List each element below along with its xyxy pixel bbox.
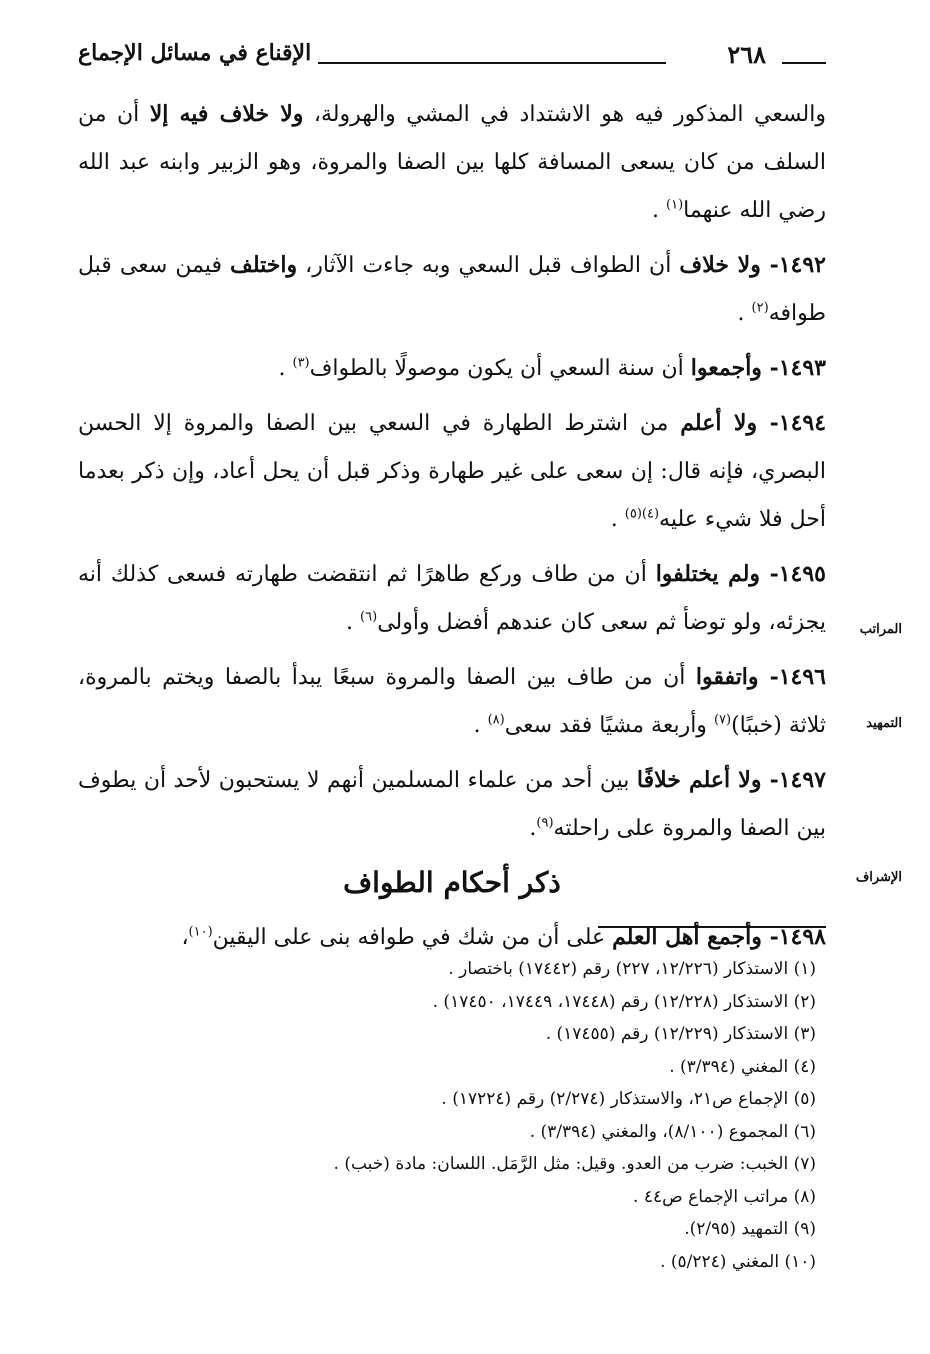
footnote: (٦) المجموع (٨/١٠٠)، والمغني (٣/٣٩٤) . <box>529 1121 816 1142</box>
footnote-ref: (٤)(٥) <box>624 506 660 522</box>
item-number: ١٤٩٨- <box>769 924 826 950</box>
footnote-ref: (١) <box>666 197 684 213</box>
intro-bold: ولا خلاف فيه إلا <box>149 101 304 127</box>
header-rule <box>318 62 666 64</box>
item-text-3: وأربعة مشيًا فقد سعى <box>504 713 714 738</box>
item-lead: ولا خلاف <box>679 252 770 278</box>
footnote: (٨) مراتب الإجماع ص٤٤ . <box>633 1186 816 1207</box>
footnote: (٤) المغني (٣/٣٩٤) . <box>669 1056 816 1077</box>
item-number: ١٤٩٥- <box>769 561 826 587</box>
item-number: ١٤٩٧- <box>769 767 826 793</box>
footnote: (١٠) المغني (٥/٢٢٤) . <box>660 1251 816 1272</box>
item-1494 <box>78 399 826 544</box>
footnote-ref: (٦) <box>360 609 378 625</box>
item-end: . <box>473 713 488 738</box>
item-lead: ولا أعلم خلافًا <box>636 767 770 793</box>
item-text-2: فيمن سعى قبل طوافه <box>78 253 826 326</box>
margin-note-maratib: المراتب <box>859 622 902 637</box>
item-text: بين أحد من علماء المسلمين أنهم لا يستحبون لأحد أن يطوف بين الصفا والمروة على راحلته <box>78 768 826 841</box>
margin-note-ishraf: الإشراف <box>855 870 902 885</box>
margin-note-tamhid: التمهيد <box>866 716 902 731</box>
item-text: أن الطواف قبل السعي وبه جاءت الآثار، <box>297 253 680 278</box>
item-text: على أن من شك في طوافه بنى على اليقين <box>212 925 613 950</box>
footnote-separator <box>598 926 826 928</box>
intro-end: . <box>652 198 666 223</box>
item-end: . <box>278 356 293 381</box>
item-end: . <box>346 610 361 635</box>
item-text: أن سنة السعي أن يكون موصولًا بالطواف <box>309 356 691 381</box>
item-1495 <box>78 550 826 647</box>
intro-text: والسعي المذكور فيه هو الاشتداد في المشي والهرولة، <box>303 102 827 127</box>
item-lead: وأجمع أهل العلم <box>612 924 770 950</box>
footnote-ref: (٧) <box>713 712 732 728</box>
item-number: ١٤٩٣- <box>769 355 826 381</box>
footnote-ref: (٣) <box>292 355 310 371</box>
item-lead: ولا أعلم <box>680 410 770 436</box>
item-1493 <box>78 344 826 393</box>
page-number-dash <box>782 62 826 64</box>
page-header <box>78 40 826 80</box>
footnote-ref: (٨) <box>487 712 505 728</box>
item-1496 <box>78 653 826 750</box>
item-number: ١٤٩٢- <box>769 252 826 278</box>
item-number: ١٤٩٤- <box>769 410 827 436</box>
footnote: (٣) الاستذكار (١٢/٢٢٩) رقم (١٧٤٥٥) . <box>545 1024 816 1044</box>
page-number: ٢٦٨ <box>727 40 766 69</box>
footnote: (٧) الخبب: ضرب من العدو. وقيل: مثل الرَّمَل. اللسان: مادة (خبب) . <box>333 1154 816 1174</box>
footnotes <box>100 953 816 1278</box>
item-number: ١٤٩٦- <box>769 664 826 690</box>
item-end: . <box>529 816 537 841</box>
intro-paragraph <box>78 90 826 235</box>
running-title: الإقناع في مسائل الإجماع <box>78 40 312 66</box>
item-lead: ولم يختلفوا <box>655 561 770 587</box>
main-text <box>78 90 826 968</box>
footnote-ref: (٢) <box>751 300 769 316</box>
item-end: . <box>737 301 752 326</box>
item-lead: واتفقوا <box>695 664 770 690</box>
item-lead: وأجمعوا <box>690 355 770 381</box>
intro-text-2: أن من السلف من كان يسعى المسافة كلها بين الصفا والمروة، وهو الزبير وابنه عبد الله رضي الله عنهما <box>78 102 826 223</box>
footnote: (١) الاستذكار (١٢/٢٢٦، ٢٢٧) رقم (١٧٤٤٢) باختصار . <box>448 959 816 979</box>
item-end: ، <box>181 925 189 950</box>
item-text: من اشترط الطهارة في السعي بين الصفا والمروة إلا الحسن البصري، فإنه قال: إن سعى على غير طهارة وذكر قبل أن يحل أعاد، وإن ذكر بعدما أحل فلا شيء عليه <box>78 411 826 532</box>
item-text: أن من طاف بين الصفا والمروة سبعًا يبدأ بالصفا ويختم بالمروة، ثلاثة (خببًا) <box>78 665 826 738</box>
footnote: (٢) الاستذكار (١٢/٢٢٨) رقم (١٧٤٤٨، ١٧٤٤٩، ١٧٤٥٠) . <box>432 991 816 1012</box>
item-1497 <box>78 756 826 853</box>
footnote-ref: (١٠) <box>188 924 213 940</box>
footnote: (٩) التمهيد (٢/٩٥). <box>684 1219 816 1239</box>
item-text: أن من طاف وركع طاهرًا ثم انتقضت طهارته فسعى كذلك أنه يجزئه، ولو توضأ ثم سعى كان عندهم أفضل وأولى <box>78 562 826 635</box>
item-end: . <box>610 507 625 532</box>
section-heading: ذكر أحكام الطواف <box>343 866 561 899</box>
item-bold: واختلف <box>230 252 298 278</box>
item-1492 <box>78 241 826 338</box>
footnote-ref: (٩) <box>536 815 554 831</box>
footnote: (٥) الإجماع ص٢١، والاستذكار (٢/٢٧٤) رقم (١٧٢٢٤) . <box>441 1089 816 1109</box>
